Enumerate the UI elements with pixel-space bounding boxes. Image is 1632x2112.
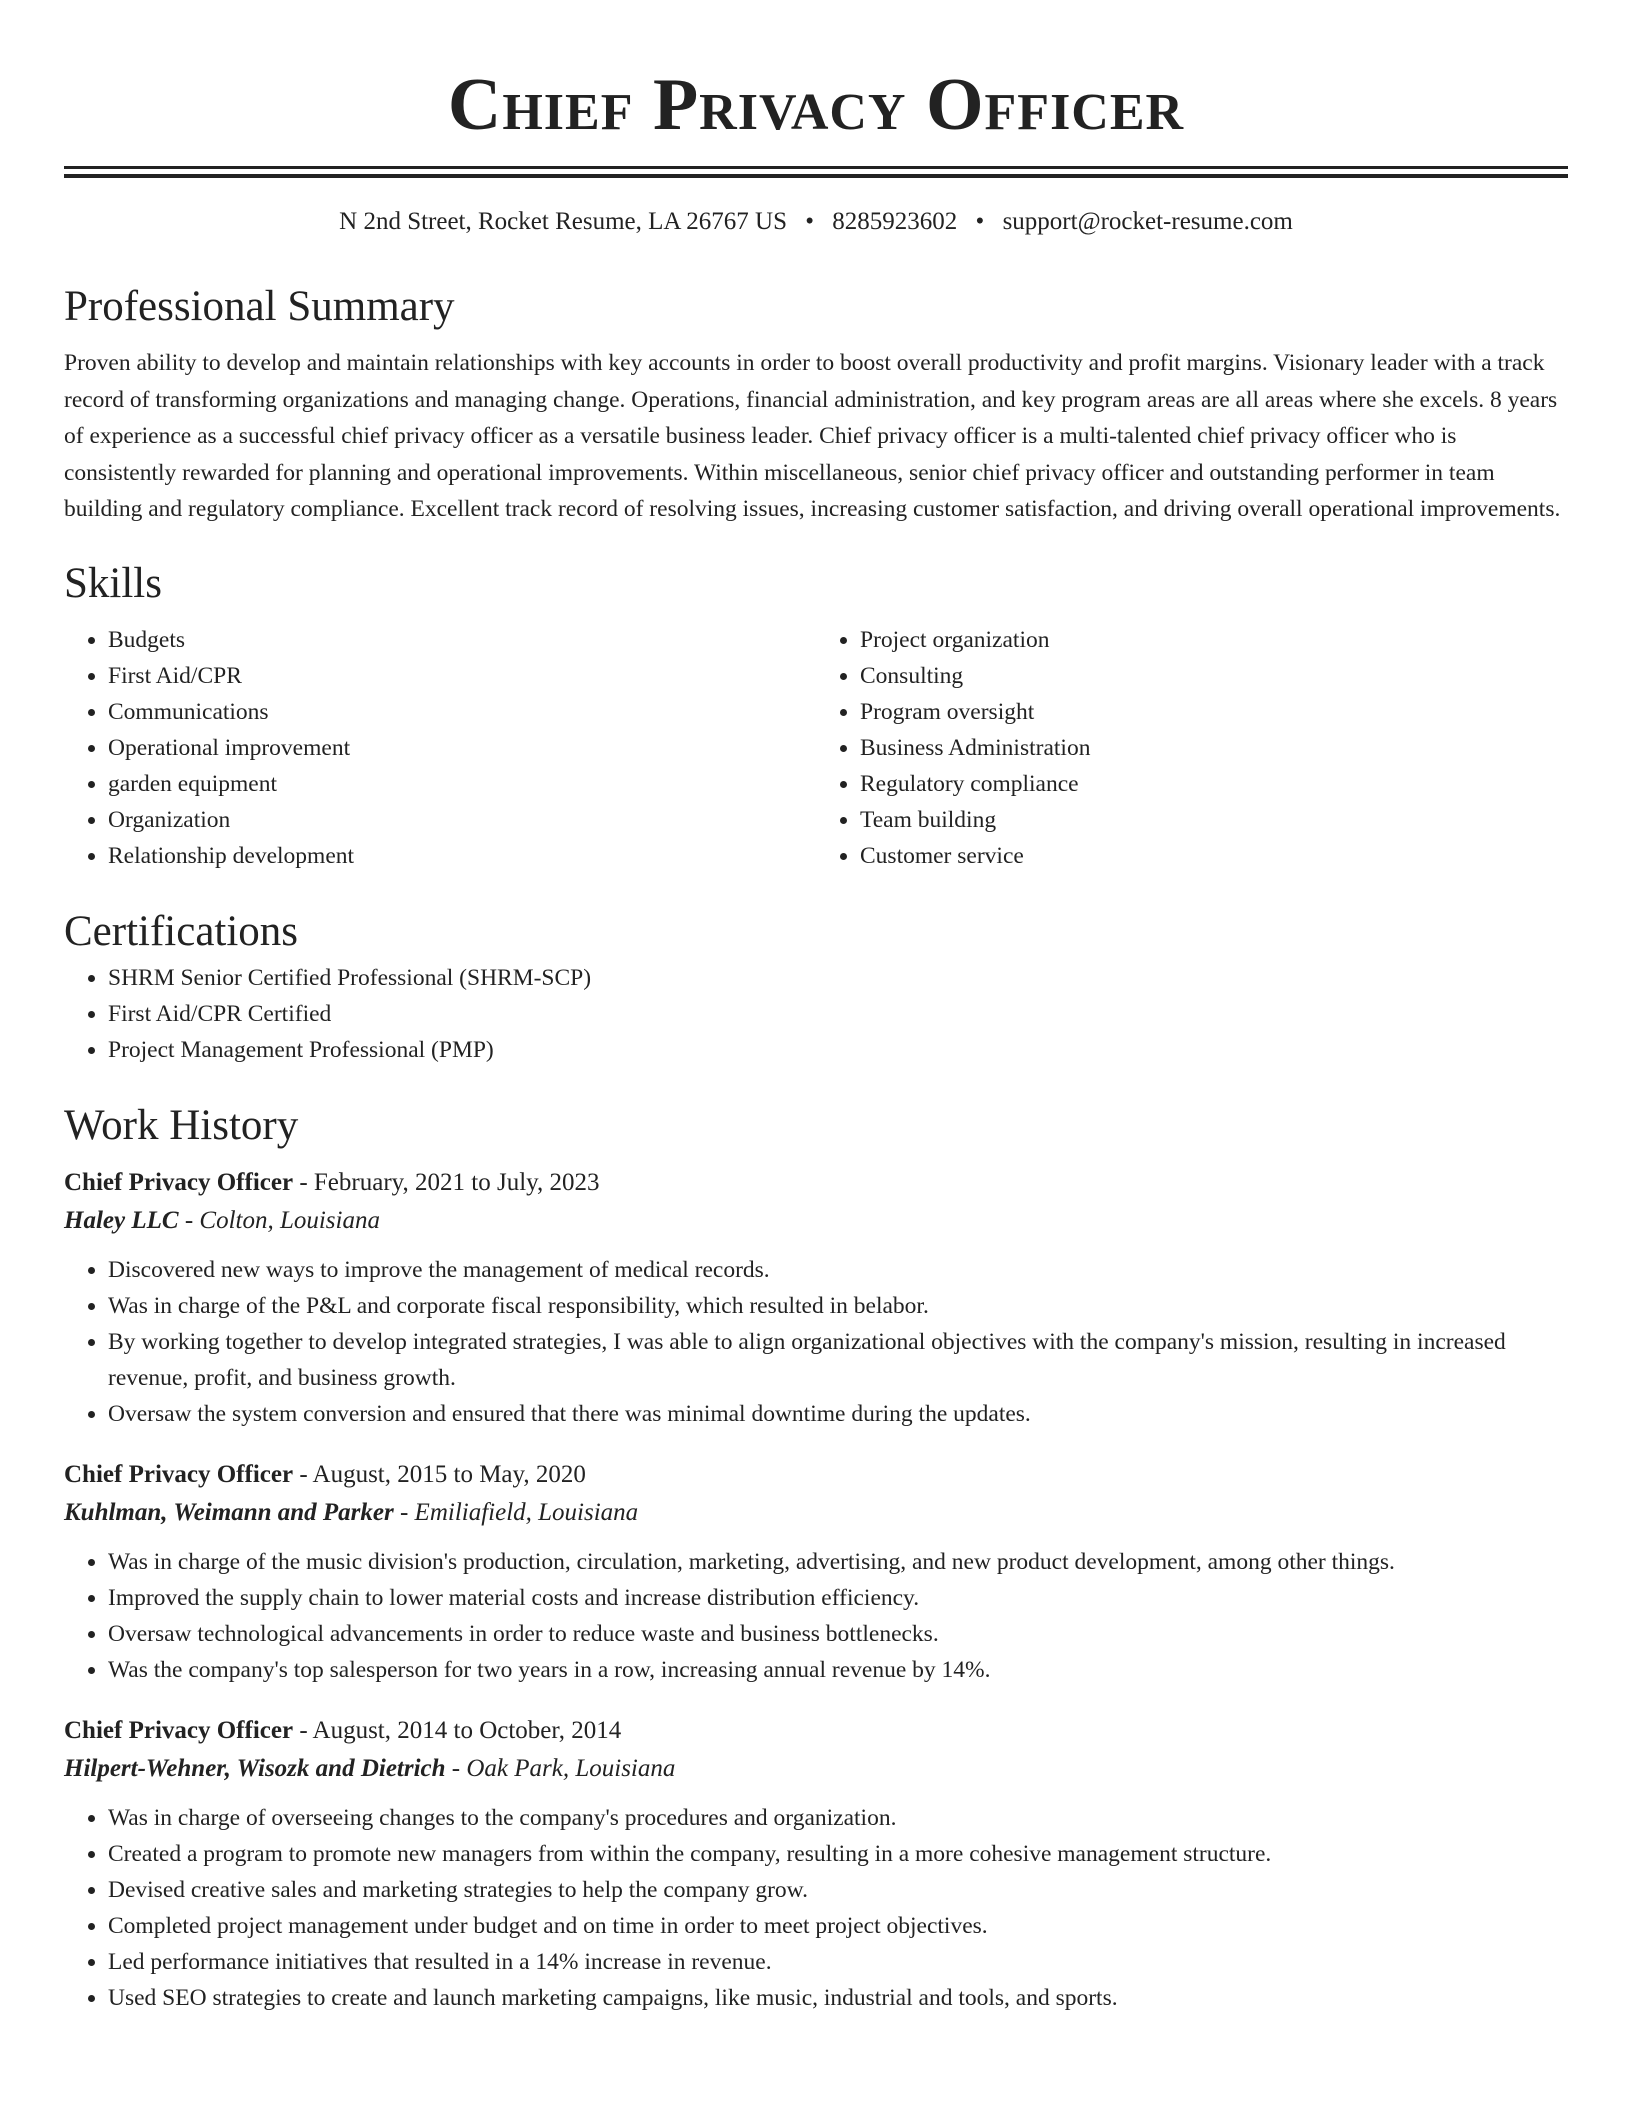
job-dates: - February, 2021 to July, 2023: [293, 1168, 600, 1196]
job-location: - Colton, Louisiana: [178, 1206, 380, 1234]
skill-item: • Regulatory compliance: [860, 766, 1568, 802]
contact-separator: •: [975, 208, 985, 235]
job-bullets: [64, 1544, 1568, 1688]
job-bullet: • Discovered new ways to improve the management of medical records.: [108, 1252, 1568, 1288]
job-bullet: • Led performance initiatives that resulted in a 14% increase in revenue.: [108, 1944, 1568, 1980]
job-bullet: • Completed project management under budget and on time in order to meet project objectives.: [108, 1908, 1568, 1944]
job-location: - Oak Park, Louisiana: [445, 1754, 676, 1782]
job-bullet: • Oversaw the system conversion and ensured that there was minimal downtime during the updates.: [108, 1396, 1568, 1432]
job-bullet: • By working together to develop integrated strategies, I was able to align organizational objectives with the company's mission, resulting in increased revenue, profit, and business growth.: [108, 1324, 1568, 1396]
job-title-line: [64, 1164, 1568, 1202]
skill-item: • garden equipment: [108, 766, 816, 802]
job-role: Chief Privacy Officer: [64, 1168, 294, 1196]
skill-item: • Business Administration: [860, 730, 1568, 766]
skills-column-left: [64, 622, 816, 874]
certification-item: • Project Management Professional (PMP): [108, 1032, 1568, 1068]
job-bullet: • Was in charge of overseeing changes to the company's procedures and organization.: [108, 1800, 1568, 1836]
section-title-skills: Skills: [64, 559, 162, 607]
job-bullet: • Created a program to promote new managers from within the company, resulting in a more cohesive management structure.: [108, 1836, 1568, 1872]
job-bullet: • Was in charge of the P&L and corporate fiscal responsibility, which resulted in belabor.: [108, 1288, 1568, 1324]
contact-line: [64, 205, 1568, 239]
skills-list: [64, 622, 1568, 874]
skill-item: • Organization: [108, 802, 816, 838]
contact-email: support@rocket-resume.com: [1002, 208, 1293, 235]
job-company-line: [64, 1494, 1568, 1532]
skill-item: • Team building: [860, 802, 1568, 838]
resume-name: Chief Privacy Officer: [447, 64, 1185, 146]
contact-separator: •: [805, 208, 815, 235]
skill-item: • Program oversight: [860, 694, 1568, 730]
section-title-work-history: Work History: [64, 1101, 299, 1149]
job-title-line: [64, 1456, 1568, 1494]
job-dates: - August, 2014 to October, 2014: [293, 1716, 622, 1744]
job-bullet: • Was the company's top salesperson for two years in a row, increasing annual revenue by 14%.: [108, 1652, 1568, 1688]
job-company-line: [64, 1202, 1568, 1240]
certification-item: • First Aid/CPR Certified: [108, 996, 1568, 1032]
job-company: Haley LLC: [64, 1206, 179, 1234]
job-company: Hilpert-Wehner, Wisozk and Dietrich: [64, 1754, 446, 1782]
skill-item: • First Aid/CPR: [108, 658, 816, 694]
job-title-line: [64, 1712, 1568, 1750]
job-role: Chief Privacy Officer: [64, 1716, 294, 1744]
job-entry: [64, 1712, 1568, 2016]
job-company: Kuhlman, Weimann and Parker: [64, 1498, 394, 1526]
contact-phone: 8285923602: [832, 208, 958, 235]
job-bullet: • Improved the supply chain to lower material costs and increase distribution efficiency.: [108, 1580, 1568, 1616]
job-entry: [64, 1456, 1568, 1688]
job-bullet: • Was in charge of the music division's production, circulation, marketing, advertising, and new product development, among other things.: [108, 1544, 1568, 1580]
certifications-list: [64, 960, 1568, 1068]
skill-item: • Relationship development: [108, 838, 816, 874]
job-bullets: [64, 1800, 1568, 2016]
skill-item: • Consulting: [860, 658, 1568, 694]
job-location: - Emiliafield, Louisiana: [393, 1498, 639, 1526]
job-role: Chief Privacy Officer: [64, 1460, 294, 1488]
job-company-line: [64, 1750, 1568, 1788]
skill-item: • Budgets: [108, 622, 816, 658]
contact-address: N 2nd Street, Rocket Resume, LA 26767 US: [339, 208, 788, 235]
skill-item: • Customer service: [860, 838, 1568, 874]
section-title-certifications: Certifications: [64, 907, 299, 955]
skill-item: • Communications: [108, 694, 816, 730]
skill-item: • Project organization: [860, 622, 1568, 658]
skills-column-right: [816, 622, 1568, 874]
header-divider: [64, 166, 1568, 169]
job-bullet: • Devised creative sales and marketing strategies to help the company grow.: [108, 1872, 1568, 1908]
job-bullets: [64, 1252, 1568, 1432]
job-entry: [64, 1164, 1568, 1432]
skill-item: • Operational improvement: [108, 730, 816, 766]
job-bullet: • Used SEO strategies to create and launch marketing campaigns, like music, industrial and tools, and sports.: [108, 1980, 1568, 2016]
job-bullet: • Oversaw technological advancements in order to reduce waste and business bottlenecks.: [108, 1616, 1568, 1652]
summary-text: Proven ability to develop and maintain relationships with key accounts in order to boost overall productivity and profit margins. Visionary leader with a track record of transforming organizations and managing change. Operations, financial administration, and key program areas are all areas where she excels. 8 years of experience as a successful chief privacy officer as a versatile business leader. Chief privacy officer is a multi-talented chief privacy officer who is consistently rewarded for planning and operational improvements. Within miscellaneous, senior chief privacy officer and outstanding performer in team building and regulatory compliance. Excellent track record of resolving issues, increasing customer satisfaction, and driving overall operational improvements.: [64, 350, 1561, 522]
job-dates: - August, 2015 to May, 2020: [293, 1460, 586, 1488]
certification-item: • SHRM Senior Certified Professional (SHRM-SCP): [108, 960, 1568, 996]
section-title-summary: Professional Summary: [64, 283, 455, 330]
